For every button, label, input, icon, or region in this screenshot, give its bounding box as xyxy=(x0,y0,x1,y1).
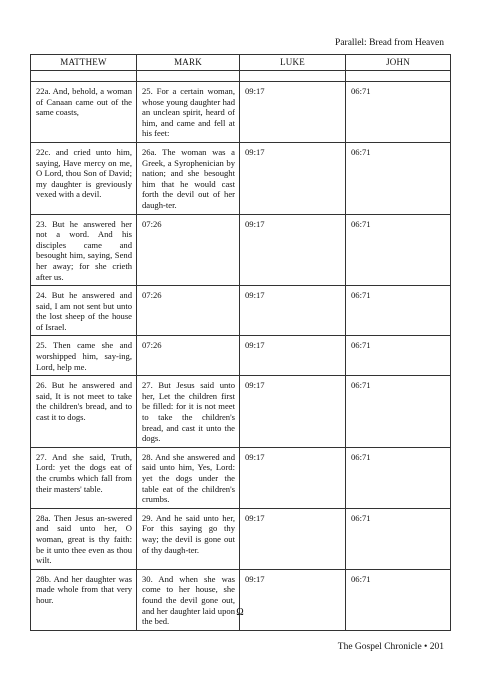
table-row xyxy=(31,447,451,508)
luke-cell: 09:17 xyxy=(240,142,346,214)
john-cell: 06:71 xyxy=(346,447,451,508)
table-body xyxy=(31,71,451,631)
table-row xyxy=(31,376,451,448)
luke-cell: 09:17 xyxy=(240,214,346,286)
luke-cell: 09:17 xyxy=(240,376,346,448)
luke-cell: 09:17 xyxy=(240,82,346,143)
mark-cell: 07:26 xyxy=(137,286,240,336)
mark-cell: 29. And he said unto her, For this saying go thy way; the devil is gone out of thy daugh-ter. xyxy=(137,508,240,569)
matthew-cell: 22c. and cried unto him, saying, Have mercy on me, O Lord, thou Son of David; my daughter is greviously vexed with a devil. xyxy=(31,142,137,214)
john-cell: 06:71 xyxy=(346,508,451,569)
john-cell: 06:71 xyxy=(346,142,451,214)
matthew-cell: 24. But he answered and said, I am not sent but unto the lost sheep of the house of Israel. xyxy=(31,286,137,336)
table-row xyxy=(31,286,451,336)
luke-cell: 09:17 xyxy=(240,447,346,508)
mark-cell: 07:26 xyxy=(137,336,240,376)
luke-cell: 09:17 xyxy=(240,286,346,336)
matthew-cell: 22a. And, behold, a woman of Canaan came out of the same coasts, xyxy=(31,82,137,143)
matthew-cell: 27. And she said, Truth, Lord: yet the dogs eat of the crumbs which fall from their masters' table. xyxy=(31,447,137,508)
header-row xyxy=(31,55,451,71)
spacer-row xyxy=(31,71,451,82)
parallel-table xyxy=(30,54,451,631)
john-cell: 06:71 xyxy=(346,336,451,376)
matthew-cell: 26. But he answered and said, It is not meet to take the children's bread, and to cast it to dogs. xyxy=(31,376,137,448)
table-row xyxy=(31,142,451,214)
table-row xyxy=(31,336,451,376)
john-cell: 06:71 xyxy=(346,214,451,286)
john-cell: 06:71 xyxy=(346,286,451,336)
column-header-matthew: MATTHEW xyxy=(31,55,137,71)
table-row xyxy=(31,214,451,286)
matthew-cell: 23. But he answered her not a word. And his disciples came and besought him, saying, Send her away; for she crieth after us. xyxy=(31,214,137,286)
luke-cell: 09:17 xyxy=(240,336,346,376)
column-header-luke: LUKE xyxy=(240,55,346,71)
matthew-cell: 25. Then came she and worshipped him, say-ing, Lord, help me. xyxy=(31,336,137,376)
column-header-john: JOHN xyxy=(346,55,451,71)
page-header: Parallel: Bread from Heaven xyxy=(335,38,444,48)
column-header-mark: MARK xyxy=(137,55,240,71)
mark-cell: 26a. The woman was a Greek, a Syrophenician by nation; and she besought him that he would cast forth the devil out of her daugh-ter. xyxy=(137,142,240,214)
matthew-cell: 28a. Then Jesus an-swered and said unto her, O woman, great is thy faith: be it unto thee even as thou wilt. xyxy=(31,508,137,569)
luke-cell: 09:17 xyxy=(240,508,346,569)
matthew-cell: 28b. And her daughter was made whole from that very hour. xyxy=(31,569,137,630)
john-cell: 06:71 xyxy=(346,376,451,448)
mark-cell: 28. And she answered and said unto him, Yes, Lord: yet the dogs under the table eat of the children's crumbs. xyxy=(137,447,240,508)
table-row xyxy=(31,508,451,569)
mark-cell: 27. But Jesus said unto her, Let the children first be filled: for it is not meet to take the children's bread, and cast it unto the dogs. xyxy=(137,376,240,448)
mark-cell: 30. And when she was come to her house, she found the devil gone out, and her daughter laid upon the bed. xyxy=(137,569,240,630)
luke-cell: 09:17 xyxy=(240,569,346,630)
john-cell: 06:71 xyxy=(346,82,451,143)
john-cell: 06:71 xyxy=(346,569,451,630)
page-footer: The Gospel Chronicle • 201 xyxy=(337,642,444,652)
omega-symbol: Ω xyxy=(236,607,244,618)
mark-cell: 25. For a certain woman, whose young daughter had an unclean spirit, heard of him, and came and fell at his feet: xyxy=(137,82,240,143)
table-row xyxy=(31,82,451,143)
table-row xyxy=(31,569,451,630)
mark-cell: 07:26 xyxy=(137,214,240,286)
